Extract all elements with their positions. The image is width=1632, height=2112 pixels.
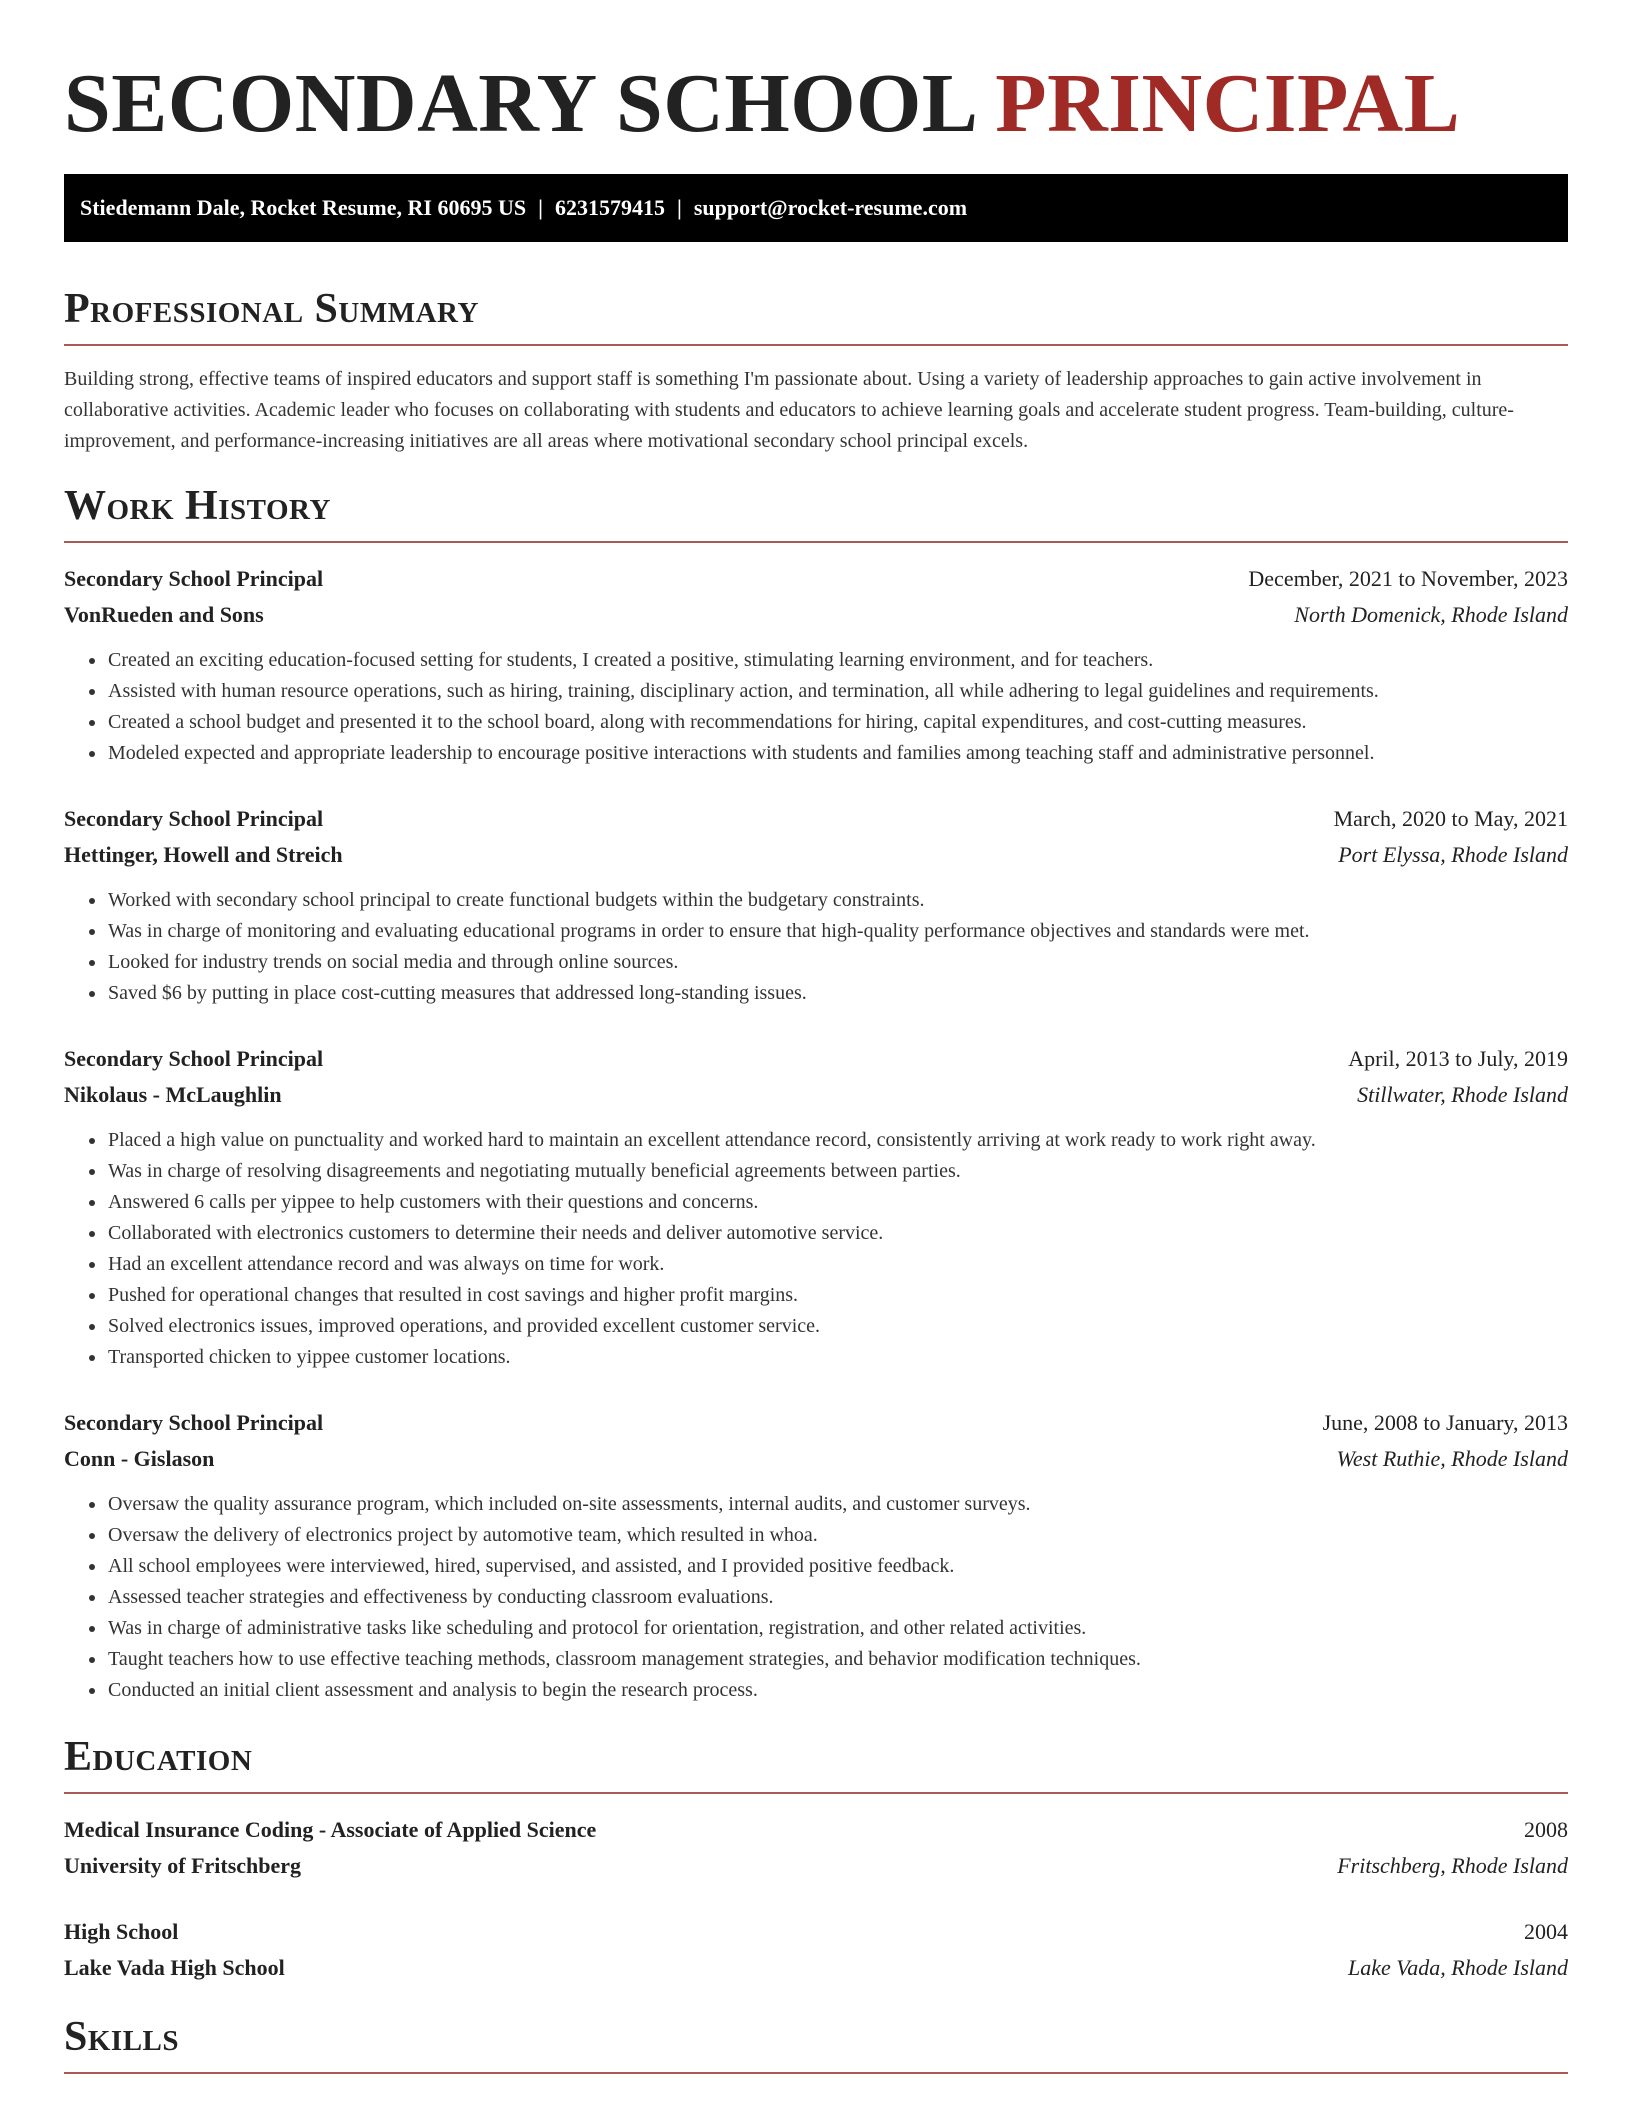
jobs-list <box>64 561 1568 1706</box>
contact-phone: 6231579415 <box>554 195 665 220</box>
job-bullet-item: • Assessed teacher strategies and effectiveness by conducting classroom evaluations. <box>107 1582 1568 1613</box>
job-title: Secondary School Principal <box>64 806 324 831</box>
job-bullet-item: • Was in charge of administrative tasks like scheduling and protocol for orientation, registration, and other related activities. <box>107 1613 1568 1644</box>
job-title-row <box>64 801 1568 837</box>
job-bullet-item: • Conducted an initial client assessment and analysis to begin the research process. <box>107 1675 1568 1706</box>
job-bullets <box>64 885 1568 1009</box>
job-bullet-item: • Assisted with human resource operations, such as hiring, training, disciplinary action, and termination, all while adhering to legal guidelines and requirements. <box>107 676 1568 707</box>
summary-heading: Professional Summary <box>64 284 1568 346</box>
job-title: Secondary School Principal <box>64 1046 324 1071</box>
summary-text: Building strong, effective teams of inspired educators and support staff is something I'm passionate about. Using a variety of leadership approaches to gain active involvement in collaborative activities. Academic leader who focuses on collaborating with students and educators to achieve learning goals and accelerate student progress. Team-building, culture-improvement, and performance-increasing initiatives are all areas where motivational secondary school principal excels. <box>64 368 1514 452</box>
education-entry <box>64 1914 1568 1986</box>
job-title: Secondary School Principal <box>64 566 324 591</box>
job-company: Conn - Gislason <box>64 1446 215 1471</box>
job-bullet-item: • Saved $6 by putting in place cost-cutting measures that addressed long-standing issues. <box>107 978 1568 1009</box>
job-bullet-item: • Looked for industry trends on social media and through online sources. <box>107 947 1568 978</box>
job-dates: June, 2008 to January, 2013 <box>1322 1410 1568 1435</box>
job-bullet-item: • Transported chicken to yippee customer locations. <box>107 1342 1568 1373</box>
job-entry <box>64 801 1568 1009</box>
education-list <box>64 1812 1568 1986</box>
job-bullet-item: • Taught teachers how to use effective teaching methods, classroom management strategies, and behavior modification techniques. <box>107 1644 1568 1675</box>
skills-heading: Skills <box>64 2012 1568 2074</box>
job-bullet-item: • All school employees were interviewed, hired, supervised, and assisted, and I provided positive feedback. <box>107 1551 1568 1582</box>
job-dates: December, 2021 to November, 2023 <box>1248 566 1568 591</box>
job-company: Hettinger, Howell and Streich <box>64 842 343 867</box>
job-bullets <box>64 1125 1568 1373</box>
education-section <box>64 1732 1568 1986</box>
work-history-heading: Work History <box>64 481 1568 543</box>
education-year: 2004 <box>1524 1919 1568 1944</box>
job-bullet-item: • Oversaw the delivery of electronics project by automotive team, which resulted in whoa. <box>107 1520 1568 1551</box>
contact-separator: | <box>676 195 682 220</box>
job-location: West Ruthie, Rhode Island <box>1336 1446 1568 1471</box>
job-entry <box>64 561 1568 769</box>
education-location: Lake Vada, Rhode Island <box>1348 1955 1568 1980</box>
job-location: North Domenick, Rhode Island <box>1294 602 1568 627</box>
job-bullet-item: • Was in charge of resolving disagreements and negotiating mutually beneficial agreements between parties. <box>107 1156 1568 1187</box>
job-entry <box>64 1405 1568 1706</box>
job-company-row <box>64 1441 1568 1477</box>
job-title-row <box>64 1405 1568 1441</box>
summary-section <box>64 284 1568 457</box>
job-bullet-item: • Answered 6 calls per yippee to help customers with their questions and concerns. <box>107 1187 1568 1218</box>
education-degree-row <box>64 1914 1568 1950</box>
job-title-row <box>64 1041 1568 1077</box>
job-bullets <box>64 1489 1568 1706</box>
job-company-row <box>64 1077 1568 1113</box>
contact-separator: | <box>538 195 543 220</box>
work-history-section <box>64 481 1568 1706</box>
title-main: SECONDARY SCHOOL <box>64 57 974 150</box>
job-bullet-item: • Placed a high value on punctuality and worked hard to maintain an excellent attendance record, consistently arriving at work ready to work right away. <box>107 1125 1568 1156</box>
contact-bar <box>64 174 1568 242</box>
job-bullets <box>64 645 1568 769</box>
education-entry <box>64 1812 1568 1884</box>
education-school: University of Fritschberg <box>64 1853 302 1878</box>
job-title-row <box>64 561 1568 597</box>
job-bullet-item: • Was in charge of monitoring and evaluating educational programs in order to ensure that high-quality performance objectives and standards were met. <box>107 916 1568 947</box>
contact-email: support@rocket-resume.com <box>693 195 968 220</box>
job-title: Secondary School Principal <box>64 1410 324 1435</box>
title-accent: PRINCIPAL <box>995 57 1461 150</box>
education-degree: High School <box>64 1919 179 1944</box>
education-degree-row <box>64 1812 1568 1848</box>
education-year: 2008 <box>1524 1817 1568 1842</box>
job-dates: April, 2013 to July, 2019 <box>1348 1046 1568 1071</box>
job-company-row <box>64 597 1568 633</box>
education-school: Lake Vada High School <box>64 1955 285 1980</box>
job-bullet-item: • Solved electronics issues, improved operations, and provided excellent customer service. <box>107 1311 1568 1342</box>
job-bullet-item: • Collaborated with electronics customers to determine their needs and deliver automotive service. <box>107 1218 1568 1249</box>
job-bullet-item: • Oversaw the quality assurance program, which included on-site assessments, internal audits, and customer surveys. <box>107 1489 1568 1520</box>
job-location: Stillwater, Rhode Island <box>1357 1082 1568 1107</box>
job-dates: March, 2020 to May, 2021 <box>1333 806 1568 831</box>
job-location: Port Elyssa, Rhode Island <box>1338 842 1568 867</box>
education-degree: Medical Insurance Coding - Associate of Applied Science <box>64 1817 597 1842</box>
job-company-row <box>64 837 1568 873</box>
job-bullet-item: • Worked with secondary school principal to create functional budgets within the budgetary constraints. <box>107 885 1568 916</box>
job-entry <box>64 1041 1568 1373</box>
education-school-row <box>64 1950 1568 1986</box>
skills-section <box>64 2012 1568 2074</box>
resume-title <box>64 0 1568 150</box>
job-bullet-item: • Pushed for operational changes that resulted in cost savings and higher profit margins. <box>107 1280 1568 1311</box>
job-bullet-item: • Created a school budget and presented it to the school board, along with recommendations for hiring, capital expenditures, and cost-cutting measures. <box>107 707 1568 738</box>
education-heading: Education <box>64 1732 1568 1794</box>
education-school-row <box>64 1848 1568 1884</box>
job-company: Nikolaus - McLaughlin <box>64 1082 282 1107</box>
contact-address: Stiedemann Dale, Rocket Resume, RI 60695 US <box>80 195 527 220</box>
job-company: VonRueden and Sons <box>64 602 264 627</box>
education-location: Fritschberg, Rhode Island <box>1337 1853 1568 1878</box>
job-bullet-item: • Created an exciting education-focused setting for students, I created a positive, stimulating learning environment, and for teachers. <box>107 645 1568 676</box>
job-bullet-item: • Had an excellent attendance record and was always on time for work. <box>107 1249 1568 1280</box>
job-bullet-item: • Modeled expected and appropriate leadership to encourage positive interactions with students and families among teaching staff and administrative personnel. <box>107 738 1568 769</box>
